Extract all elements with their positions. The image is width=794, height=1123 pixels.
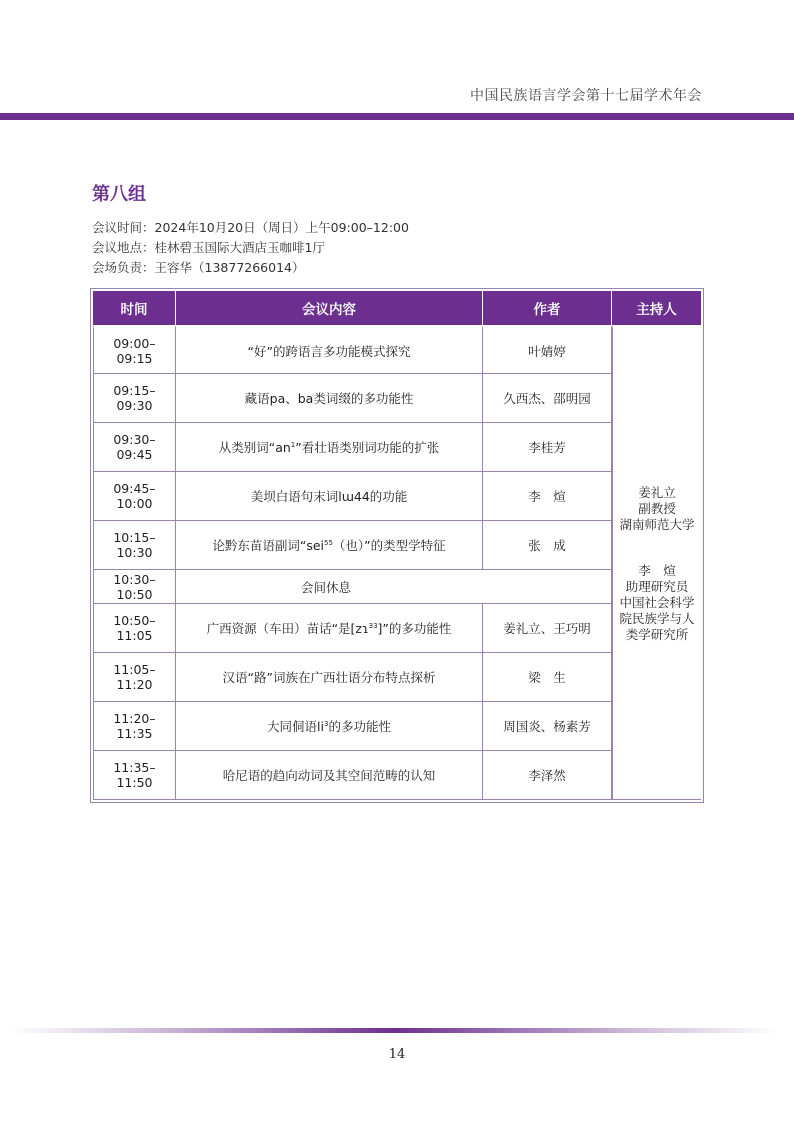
host-affiliation: 中国社会科学院民族学与人类学研究所: [619, 594, 695, 642]
content-cell: “好”的跨语言多功能模式探究: [176, 325, 483, 374]
meeting-place-label: 会议地点：: [92, 240, 155, 255]
footer-bar: [10, 1028, 780, 1033]
author-cell: 梁 生: [483, 653, 612, 702]
page-number: 14: [388, 1047, 406, 1062]
contact-value: 王容华（13877266014）: [154, 260, 305, 275]
author-cell: 李泽然: [483, 751, 612, 800]
schedule-table: [93, 291, 701, 800]
meeting-time-value: 2024年10月20日（周日）上午09:00–12:00: [154, 220, 409, 235]
table-row: [93, 521, 701, 570]
table-header-row: [93, 291, 701, 325]
table-row: [93, 653, 701, 702]
conference-title: 中国民族语言学会第十七届学术年会: [470, 88, 702, 104]
host-gap: [617, 533, 697, 563]
meeting-time-line: [92, 218, 409, 236]
table-row: [93, 472, 701, 521]
header-host: 主持人: [612, 291, 701, 325]
content-cell: 从类别词“$an^1$”看壮语类别词功能的扩张: [176, 423, 483, 472]
break-row: [93, 570, 701, 604]
host-affiliation: 湖南师范大学: [619, 516, 695, 532]
meeting-place-line: [92, 238, 325, 256]
header-time: 时间: [93, 291, 176, 325]
table-row: [93, 702, 701, 751]
group-title: 第八组: [92, 184, 146, 205]
meeting-time-label: 会议时间：: [92, 220, 155, 235]
header-content: 会议内容: [176, 291, 483, 325]
table-row: [93, 374, 701, 423]
author-cell: 久西杰、邵明园: [483, 374, 612, 423]
table-row: [93, 604, 701, 653]
meeting-place-value: 桂林碧玉国际大酒店玉咖啡1厅: [154, 240, 325, 255]
header-bar: [0, 113, 794, 120]
time-cell: 09:45–10:00: [93, 472, 176, 521]
content-cell: 广西资源（车田）苗话“是[zɿ$^{33}$]”的多功能性: [176, 604, 483, 653]
author-cell: 张 成: [483, 521, 612, 570]
content-cell: 论黔东苗语副词“sei$^{55}$（也）”的类型学特征: [176, 521, 483, 570]
author-cell: 周国炎、杨素芳: [483, 702, 612, 751]
time-cell: 10:50–11:05: [93, 604, 176, 653]
host-name: 李 煊: [638, 562, 676, 578]
content-cell: 汉语“路”词族在广西壮语分布特点探析: [176, 653, 483, 702]
time-cell: 09:00–09:15: [93, 325, 176, 374]
table-row: [93, 751, 701, 800]
content-cell: 大同侗语$li^3$的多功能性: [176, 702, 483, 751]
time-cell: 11:20–11:35: [93, 702, 176, 751]
table-body: [93, 325, 701, 800]
author-cell: 李桂芳: [483, 423, 612, 472]
author-cell: 姜礼立、王巧明: [483, 604, 612, 653]
time-cell: 11:05–11:20: [93, 653, 176, 702]
time-cell: 10:30–10:50: [93, 570, 176, 604]
host-title: 助理研究员: [625, 578, 689, 594]
host-name: 姜礼立: [638, 484, 676, 500]
host-cell: [612, 325, 701, 800]
time-cell: 09:15–09:30: [93, 374, 176, 423]
contact-line: [92, 258, 305, 276]
content-cell: 美坝白语句末词lɯ44的功能: [176, 472, 483, 521]
content-cell: 藏语pa、ba类词缀的多功能性: [176, 374, 483, 423]
time-cell: 10:15–10:30: [93, 521, 176, 570]
header-author: 作者: [483, 291, 612, 325]
time-cell: 09:30–09:45: [93, 423, 176, 472]
table-row: [93, 423, 701, 472]
host-title: 副教授: [638, 500, 676, 516]
contact-label: 会场负责：: [92, 260, 155, 275]
author-cell: 叶婧婷: [483, 325, 612, 374]
author-cell: 李 煊: [483, 472, 612, 521]
content-cell: 哈尼语的趋向动词及其空间范畴的认知: [176, 751, 483, 800]
schedule-table-frame: [90, 288, 704, 803]
table-row: [93, 325, 701, 374]
time-cell: 11:35–11:50: [93, 751, 176, 800]
break-cell: 会间休息: [176, 570, 612, 604]
